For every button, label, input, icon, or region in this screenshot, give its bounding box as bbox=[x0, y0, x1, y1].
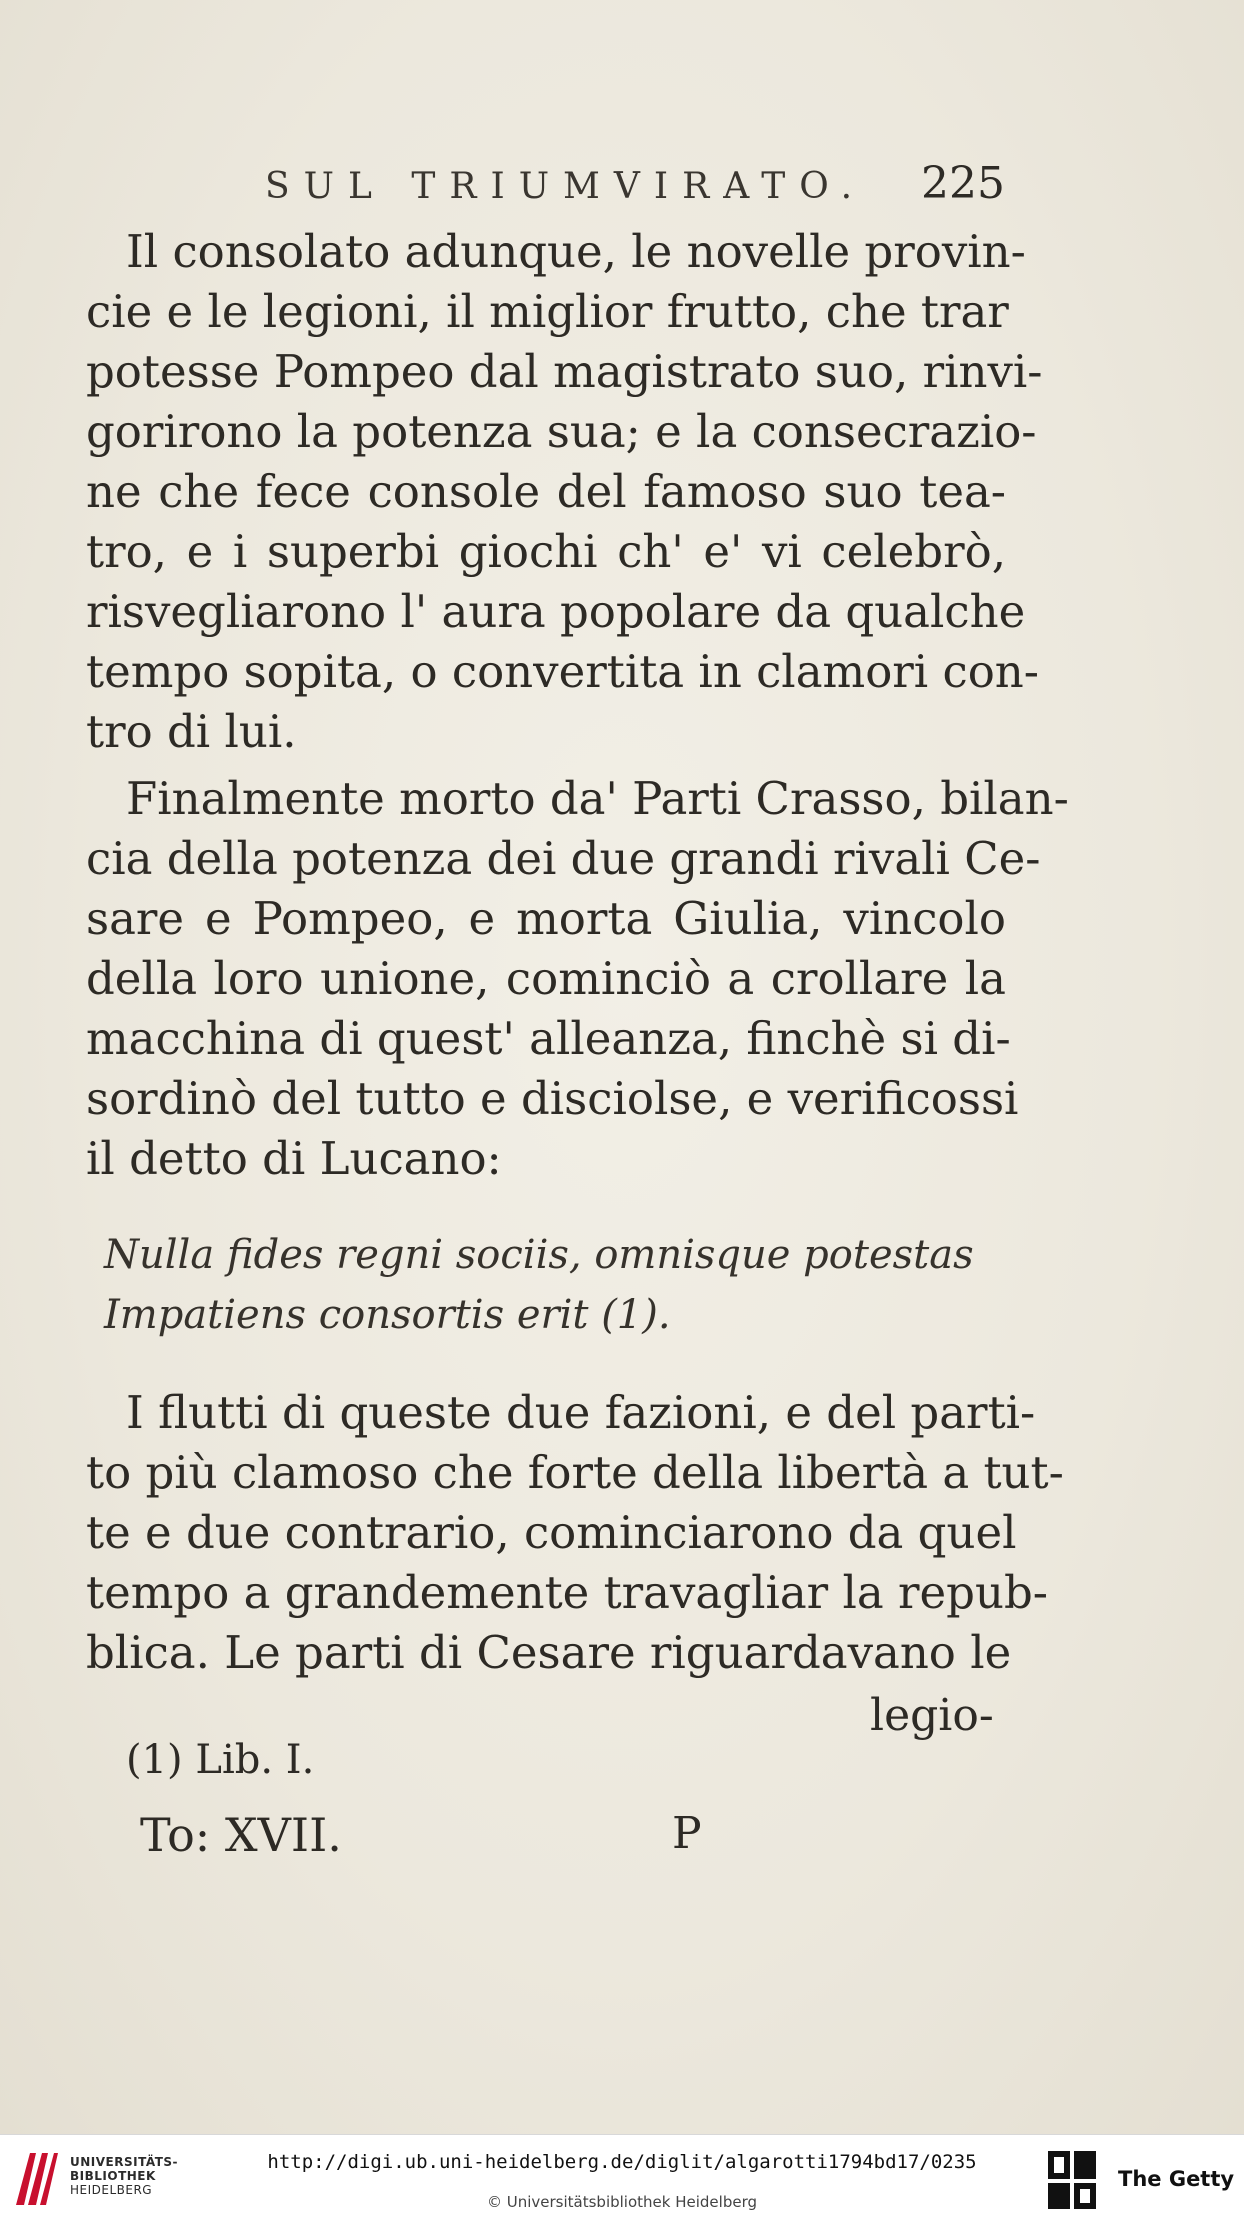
text-line: tempo sopita, o convertita in clamori con- bbox=[86, 645, 1039, 698]
text-line: il detto di Lucano: bbox=[86, 1132, 502, 1185]
text-line: cia della potenza dei due grandi rivali Ce- bbox=[86, 832, 1041, 885]
page-number: 225 bbox=[921, 158, 1005, 209]
text-line: cie e le legioni, il miglior frutto, che trar bbox=[86, 285, 1009, 338]
footer-bar bbox=[0, 2134, 1244, 2225]
copyright-text: © Universitätsbibliothek Heidelberg bbox=[486, 2193, 757, 2211]
sponsor-name: The Getty bbox=[1118, 2167, 1235, 2191]
verse-line: Nulla fides regni sociis, omnisque potestas bbox=[104, 1232, 974, 1278]
printer-signature: To: XVII. bbox=[140, 1808, 342, 1862]
verse-line: Impatiens consortis erit (1). bbox=[104, 1292, 671, 1338]
permalink-url[interactable]: http://digi.ub.uni-heidelberg.de/diglit/algarotti1794bd17/0235 bbox=[267, 2151, 977, 2173]
page-header bbox=[265, 158, 1005, 214]
text-line: risvegliarono l' aura popolare da qualche bbox=[86, 585, 1026, 638]
footnote: (1) Lib. I. bbox=[126, 1737, 315, 1783]
text-line: macchina di quest' alleanza, finchè si di- bbox=[86, 1012, 1011, 1065]
text-line: Finalmente morto da' Parti Crasso, bilan- bbox=[126, 772, 1069, 825]
text-line: te e due contrario, cominciarono da quel bbox=[86, 1506, 1017, 1559]
library-name-line: BIBLIOTHEK bbox=[70, 2169, 156, 2183]
text-line: I flutti di queste due fazioni, e del parti- bbox=[126, 1386, 1036, 1439]
library-name-line: HEIDELBERG bbox=[70, 2183, 153, 2197]
text-line: potesse Pompeo dal magistrato suo, rinvi- bbox=[86, 345, 1043, 398]
text-line: sordinò del tutto e disciolse, e verificossi bbox=[86, 1072, 1019, 1125]
text-line: to più clamoso che forte della libertà a tut- bbox=[86, 1446, 1064, 1499]
text-line: tempo a grandemente travagliar la repub- bbox=[86, 1566, 1048, 1619]
text-line: sare e Pompeo, e morta Giulia, vincolo bbox=[86, 892, 1006, 945]
text-line: della loro unione, cominciò a crollare la bbox=[86, 952, 1006, 1005]
text-line: blica. Le parti di Cesare riguardavano le bbox=[86, 1626, 1012, 1679]
text-line: Il consolato adunque, le novelle provin- bbox=[126, 225, 1026, 278]
text-line: gorirono la potenza sua; e la consecrazio- bbox=[86, 405, 1037, 458]
signature-mark: P bbox=[672, 1808, 702, 1859]
library-name-line: UNIVERSITÄTS- bbox=[70, 2155, 179, 2169]
catchword: legio- bbox=[870, 1690, 994, 1741]
text-line: ne che fece console del famoso suo tea- bbox=[86, 465, 1006, 518]
text-line: tro di lui. bbox=[86, 705, 297, 758]
getty-logo-icon bbox=[1046, 2149, 1098, 2211]
text-line: tro, e i superbi giochi ch' e' vi celebrò, bbox=[86, 525, 1006, 578]
running-title: SUL TRIUMVIRATO. bbox=[265, 166, 867, 207]
